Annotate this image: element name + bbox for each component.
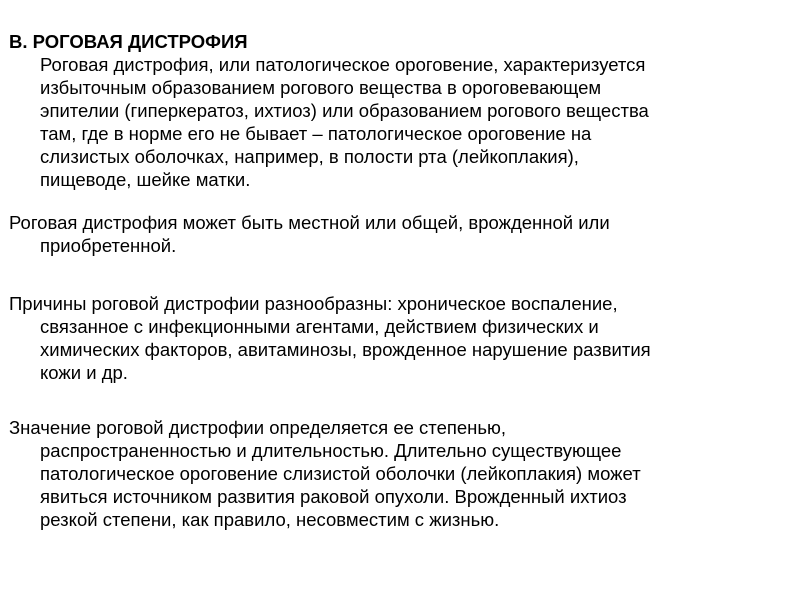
paragraph-line: Причины роговой дистрофии разнообразны: хроническое воспаление, bbox=[9, 293, 618, 314]
paragraph-line: Роговая дистрофия может быть местной или общей, врожденной или bbox=[9, 212, 610, 233]
paragraph-line: патологическое ороговение слизистой оболочки (лейкоплакия) может bbox=[40, 463, 641, 484]
section-heading: В. РОГОВАЯ ДИСТРОФИЯ bbox=[9, 31, 248, 52]
paragraph-line: химических факторов, авитаминозы, врожденное нарушение развития bbox=[40, 339, 651, 360]
paragraph-line: связанное с инфекционными агентами, действием физических и bbox=[40, 316, 599, 337]
intro-line: Роговая дистрофия, или патологическое ороговение, характеризуется bbox=[40, 54, 646, 75]
paragraph-line: приобретенной. bbox=[40, 235, 177, 256]
paragraph-causes bbox=[9, 292, 779, 384]
intro-line: слизистых оболочках, например, в полости рта (лейкоплакия), bbox=[40, 146, 579, 167]
section-keratin-dystrophy bbox=[9, 30, 779, 191]
paragraph-line: распространенностью и длительностью. Длительно существующее bbox=[40, 440, 622, 461]
paragraph-significance bbox=[9, 416, 779, 531]
intro-line: там, где в норме его не бывает – патологическое ороговение на bbox=[40, 123, 592, 144]
paragraph-line: резкой степени, как правило, несовместим с жизнью. bbox=[40, 509, 500, 530]
intro-line: избыточным образованием рогового вещества в ороговевающем bbox=[40, 77, 602, 98]
paragraph-line: кожи и др. bbox=[40, 362, 128, 383]
paragraph-types bbox=[9, 211, 779, 257]
intro-line: пищеводе, шейке матки. bbox=[40, 169, 251, 190]
paragraph-line: Значение роговой дистрофии определяется ее степенью, bbox=[9, 417, 507, 438]
intro-line: эпителии (гиперкератоз, ихтиоз) или образованием рогового вещества bbox=[40, 100, 649, 121]
paragraph-line: явиться источником развития раковой опухоли. Врожденный ихтиоз bbox=[40, 486, 627, 507]
